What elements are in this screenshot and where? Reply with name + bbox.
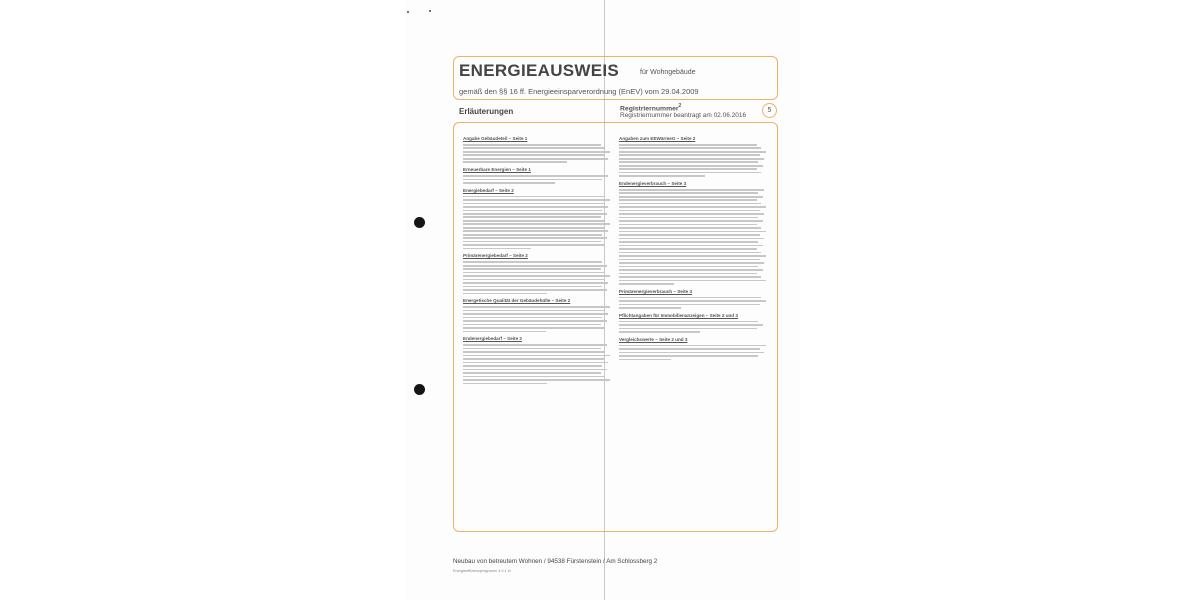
body-text-line — [619, 206, 766, 208]
scan-speck — [429, 10, 431, 12]
body-text-line — [619, 259, 760, 261]
body-text-line — [463, 144, 601, 146]
scan-speck — [407, 11, 409, 13]
body-text-line — [463, 358, 604, 360]
body-text-line — [619, 307, 681, 309]
section-heading: Endenergieverbrauch – Seite 3 — [619, 180, 687, 186]
body-text-line — [619, 238, 764, 240]
body-text-line — [619, 280, 766, 282]
section-heading: Endenergiebedarf – Seite 2 — [463, 336, 522, 342]
body-text-line — [619, 255, 766, 257]
body-text-line — [619, 154, 760, 156]
body-text-line — [463, 289, 607, 291]
registration-applied-date: Registriernummer beantragt am 02.06.2016 — [620, 112, 747, 119]
body-text-line — [463, 230, 608, 232]
body-text-line — [463, 237, 607, 239]
body-text-line — [463, 268, 601, 270]
body-text-line — [463, 351, 605, 353]
punch-hole-bottom — [414, 384, 425, 395]
body-text-line — [619, 227, 761, 229]
body-text-line — [463, 372, 601, 374]
body-text-line — [463, 320, 607, 322]
body-text-line — [463, 203, 604, 205]
body-text-line — [619, 192, 758, 194]
body-text-line — [463, 317, 602, 319]
body-text-line — [619, 348, 760, 350]
section-heading: Angaben zum EEWärmeG – Seite 2 — [619, 136, 696, 141]
body-text-line — [619, 252, 761, 254]
body-text-line — [463, 234, 602, 236]
body-text-line — [619, 231, 766, 233]
body-text-line — [619, 172, 761, 174]
body-text-line — [463, 310, 604, 312]
body-text-line — [619, 199, 757, 201]
body-text-line — [619, 144, 757, 146]
section-heading: Angabe Gebäudeteil – Seite 1 — [463, 136, 528, 141]
body-text-line — [463, 227, 604, 229]
body-text-line — [619, 158, 764, 160]
body-text-line — [619, 304, 760, 306]
body-text-line — [463, 223, 610, 225]
punch-hole-top — [414, 217, 425, 228]
body-text-line — [619, 161, 758, 163]
section-heading: Pflichtangaben für Immobilienanzeigen – Seite 2 und 3 — [619, 312, 738, 318]
body-text-line — [463, 175, 608, 177]
section-heading: Primärenergieverbrauch – Seite 3 — [619, 288, 693, 294]
body-text-line — [463, 182, 555, 184]
body-text-line — [463, 344, 607, 346]
body-text-line — [619, 297, 761, 299]
body-text-line — [463, 355, 610, 357]
section-heading: Vergleichswerte – Seite 2 und 3 — [619, 336, 688, 342]
registration-label — [620, 103, 681, 112]
body-text-line — [463, 272, 605, 274]
body-text-line — [619, 168, 757, 170]
body-text-line — [463, 327, 605, 329]
body-text-line — [619, 269, 763, 271]
body-text-line — [619, 147, 761, 149]
body-text-line — [463, 210, 602, 212]
body-text-line — [619, 331, 700, 333]
body-text-line — [463, 306, 610, 308]
body-text-line — [619, 175, 705, 177]
body-text-line — [619, 217, 758, 219]
body-text-line — [463, 261, 602, 263]
body-text-line — [619, 210, 760, 212]
body-text-line — [619, 241, 758, 243]
body-text-line — [463, 293, 547, 295]
body-text-line — [463, 158, 608, 160]
document-subtitle: für Wohngebäude — [640, 69, 696, 76]
body-text-line — [463, 147, 605, 149]
body-text-line — [463, 151, 610, 153]
body-text-line — [463, 265, 607, 267]
body-text-line — [619, 165, 763, 167]
section-heading: Primärenergiebedarf – Seite 2 — [463, 253, 528, 259]
body-text-line — [463, 324, 601, 326]
body-text-line — [463, 376, 605, 378]
body-text-line — [619, 273, 757, 275]
body-text-line — [463, 248, 531, 250]
body-text-line — [619, 283, 674, 285]
building-footer: Neubau von betreutem Wohnen / 94538 Fürstenstein / Am Schlossberg 2 — [453, 558, 658, 565]
body-text-line — [463, 331, 546, 333]
body-text-line — [463, 383, 547, 385]
body-text-line — [619, 359, 671, 361]
body-text-line — [463, 275, 610, 277]
body-text-line — [619, 245, 763, 247]
section-title: Erläuterungen — [459, 107, 514, 116]
body-text-line — [463, 196, 605, 198]
body-text-line — [619, 224, 757, 226]
law-reference: gemäß den §§ 16 ff. Energieeinsparverordnung (EnEV) vom 29.04.2009 — [459, 87, 699, 96]
body-text-line — [619, 220, 763, 222]
body-text-line — [619, 203, 761, 205]
body-text-line — [619, 355, 758, 357]
body-text-line — [619, 328, 757, 330]
body-text-line — [463, 220, 605, 222]
body-text-line — [463, 379, 610, 381]
body-text-line — [463, 279, 604, 281]
body-text-line — [463, 282, 608, 284]
registration-footnote-mark: 2 — [678, 103, 682, 109]
body-text-line — [619, 196, 763, 198]
registration-label-text: Registriernummer — [620, 105, 679, 113]
body-text-line — [463, 199, 610, 201]
body-text-line — [619, 352, 764, 354]
body-text-line — [619, 266, 758, 268]
body-text-line — [619, 345, 766, 347]
body-text-line — [619, 234, 760, 236]
software-footnote: Energieeffizienzprogramm 4.0.1 el — [453, 569, 511, 573]
body-text-line — [619, 248, 757, 250]
body-text-line — [463, 241, 601, 243]
body-text-line — [619, 321, 758, 323]
section-heading: Erneuerbare Energien – Seite 1 — [463, 167, 531, 173]
body-text-line — [463, 365, 602, 367]
body-text-line — [463, 362, 608, 364]
body-text-line — [463, 206, 608, 208]
body-text-line — [463, 313, 608, 315]
body-text-line — [619, 151, 766, 153]
body-text-line — [619, 324, 763, 326]
body-text-line — [619, 300, 766, 302]
body-text-line — [463, 179, 602, 181]
section-heading: Energetische Qualität der Gebäudehülle – Seite 2 — [463, 298, 571, 304]
page-number-badge: 5 — [762, 103, 777, 118]
body-text-line — [463, 154, 604, 156]
left-text-column — [463, 132, 611, 386]
body-text-line — [619, 189, 764, 191]
right-text-column — [619, 132, 767, 362]
body-text-line — [463, 216, 601, 218]
body-text-line — [619, 262, 764, 264]
body-text-line — [463, 244, 605, 246]
body-text-line — [619, 213, 764, 215]
body-text-line — [463, 213, 607, 215]
body-text-line — [463, 161, 567, 163]
body-text-line — [463, 286, 602, 288]
document-title: ENERGIEAUSWEIS — [459, 61, 620, 80]
section-heading: Energiebedarf – Seite 2 — [463, 187, 514, 193]
body-text-line — [463, 348, 601, 350]
body-text-line — [463, 369, 607, 371]
body-text-line — [619, 276, 761, 278]
